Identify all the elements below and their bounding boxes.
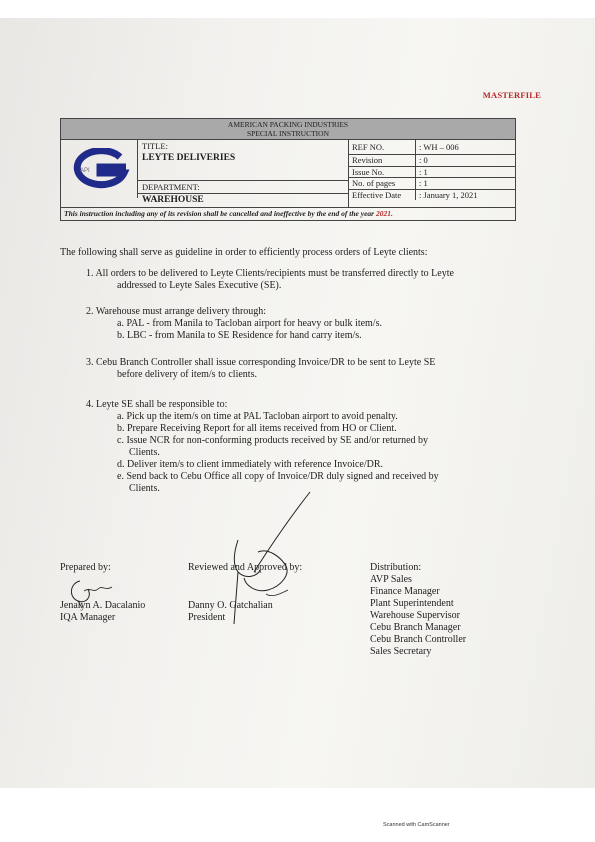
- metadata-column: [349, 140, 515, 207]
- department-value: WAREHOUSE: [142, 195, 204, 205]
- title-value: LEYTE DELIVERIES: [138, 152, 348, 181]
- pages-label: No. of pages: [349, 178, 416, 189]
- validity-note: [61, 208, 515, 220]
- masterfile-stamp: MASTERFILE: [482, 90, 541, 100]
- list-item-4-sub-e2: Clients.: [129, 483, 160, 494]
- ref-no-label: REF NO.: [349, 140, 416, 154]
- effective-row: [349, 190, 515, 201]
- document-header-table: [60, 118, 516, 221]
- company-name: AMERICAN PACKING INDUSTRIES: [227, 120, 349, 129]
- list-item-3-line2: before delivery of item/s to clients.: [117, 369, 257, 380]
- prepared-name: Jenalyn A. Dacalanio: [60, 600, 146, 611]
- distribution-item: AVP Sales: [370, 574, 412, 585]
- company-logo: [61, 140, 138, 198]
- scanner-watermark: Scanned with CamScanner: [383, 822, 450, 828]
- ref-no-row: [349, 140, 515, 155]
- header-grid: [61, 140, 515, 208]
- distribution-item: Finance Manager: [370, 586, 440, 597]
- list-item-4: [86, 399, 439, 495]
- intro-text: The following shall serve as guideline in order to efficiently process orders of Leyte clients:: [60, 247, 428, 258]
- list-item-1-line2: addressed to Leyte Sales Executive (SE).: [117, 280, 282, 291]
- api-logo-icon: [66, 148, 132, 190]
- company-header: [61, 119, 515, 140]
- distribution-item: Plant Superintendent: [370, 598, 454, 609]
- list-item-1-line1: 1. All orders to be delivered to Leyte Clients/recipients must be transferred directly to Leyte: [86, 268, 454, 279]
- distribution-item: Warehouse Supervisor: [370, 610, 461, 621]
- reviewed-title: President: [188, 612, 226, 623]
- list-item-3: [86, 357, 435, 381]
- revision-row: [349, 155, 515, 167]
- reviewed-name: Danny O. Gatchalian: [188, 600, 273, 611]
- reviewed-label: Reviewed and Approved by:: [188, 562, 303, 573]
- distribution-item: Cebu Branch Manager: [370, 622, 461, 633]
- title-column: [138, 140, 349, 207]
- list-item-1: [86, 268, 454, 292]
- distribution-item: Sales Secretary: [370, 646, 432, 657]
- list-item-4-sub-c2: Clients.: [129, 447, 160, 458]
- list-item-4-sub-e1: e. Send back to Cebu Office all copy of Invoice/DR duly signed and received by: [117, 471, 439, 482]
- pages-row: [349, 178, 515, 190]
- logo-text: API: [80, 168, 90, 174]
- effective-value: : January 1, 2021: [419, 189, 478, 200]
- reviewed-signature-icon: [198, 490, 338, 625]
- distribution-label: Distribution:: [370, 562, 422, 573]
- effective-label: Effective Date: [349, 190, 416, 201]
- list-item-2: [86, 306, 382, 342]
- pages-value: : 1: [419, 178, 428, 188]
- prepared-label: Prepared by:: [60, 562, 111, 573]
- distribution-list: [370, 562, 466, 658]
- issue-label: Issue No.: [349, 167, 416, 178]
- prepared-title: IQA Manager: [60, 612, 116, 623]
- list-item-2-sub-b: b. LBC - from Manila to SE Residence for hand carry item/s.: [117, 330, 362, 341]
- revision-label: Revision: [349, 155, 416, 166]
- issue-value: : 1: [419, 166, 428, 177]
- list-item-2-line1: 2. Warehouse must arrange delivery through:: [86, 306, 267, 317]
- issue-row: [349, 167, 515, 179]
- ref-no-value: : WH – 006: [419, 142, 459, 152]
- list-item-4-line1: 4. Leyte SE shall be responsible to:: [86, 399, 228, 410]
- department-label: DEPARTMENT:: [138, 181, 348, 194]
- list-item-4-sub-a: a. Pick up the item/s on time at PAL Tacloban airport to avoid penalty.: [117, 411, 398, 422]
- title-label: TITLE:: [142, 141, 168, 151]
- list-item-2-sub-a: a. PAL - from Manila to Tacloban airport for heavy or bulk item/s.: [117, 318, 382, 329]
- list-item-4-sub-c1: c. Issue NCR for non-conforming products received by SE and/or returned by: [117, 435, 429, 446]
- document-type: SPECIAL INSTRUCTION: [246, 129, 330, 138]
- list-item-3-line1: 3. Cebu Branch Controller shall issue corresponding Invoice/DR to be sent to Leyte SE: [86, 357, 436, 368]
- prepared-signature-icon: [66, 575, 116, 609]
- distribution-item: Cebu Branch Controller: [370, 634, 467, 645]
- validity-note-year: 2021.: [375, 209, 393, 218]
- list-item-4-sub-d: d. Deliver item/s to client immediately with reference Invoice/DR.: [117, 459, 384, 470]
- revision-value: : 0: [419, 155, 428, 165]
- validity-note-text: This instruction including any of its revision shall be cancelled and ineffective by the end of the year: [64, 209, 376, 218]
- list-item-4-sub-b: b. Prepare Receiving Report for all items received from HO or Client.: [117, 423, 397, 434]
